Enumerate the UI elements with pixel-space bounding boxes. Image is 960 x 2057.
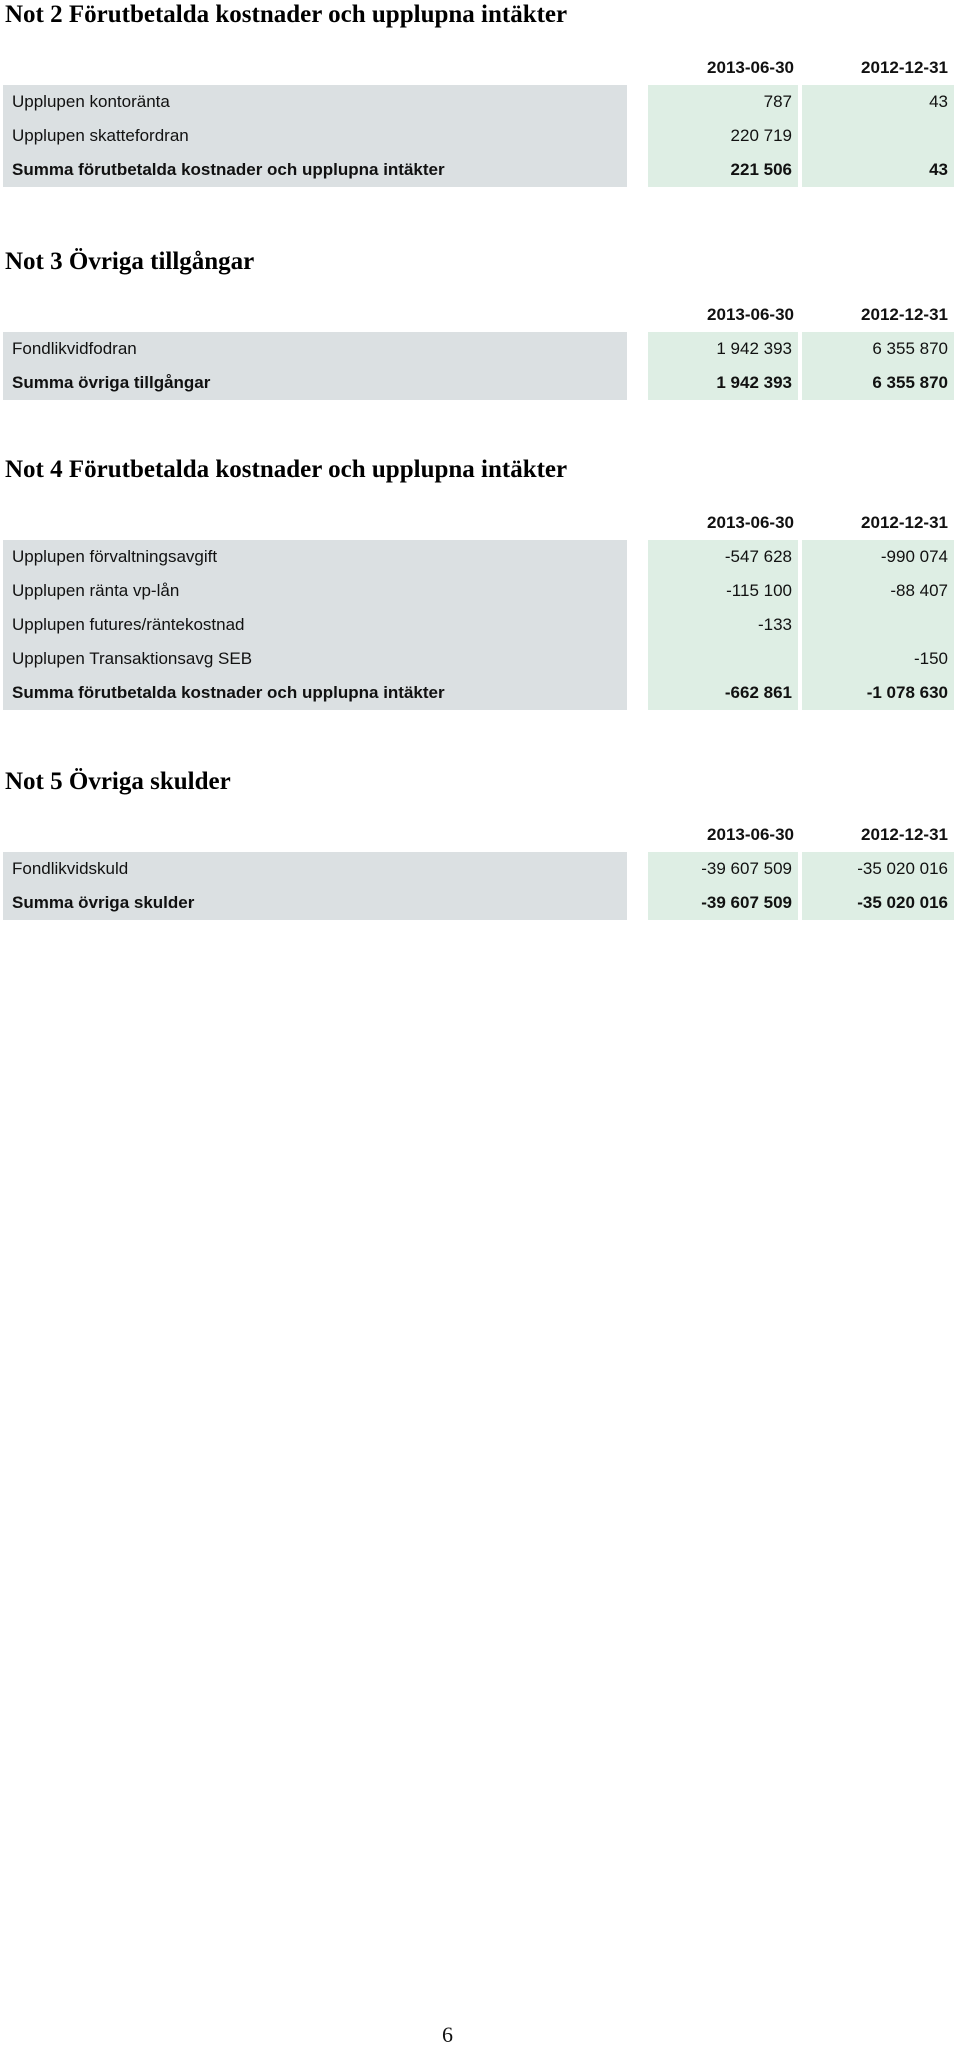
column-header-date-1: 2013-06-30 — [707, 305, 794, 324]
column-header — [0, 506, 960, 540]
row-value-2013: 1 942 393 — [648, 366, 798, 400]
row-value-2013: -39 607 509 — [648, 886, 798, 920]
note-2 — [0, 0, 960, 187]
row-label: Upplupen förvaltningsavgift — [3, 540, 627, 574]
row-label: Upplupen kontoränta — [3, 85, 627, 119]
row-label: Fondlikvidfodran — [3, 332, 627, 366]
note-4 — [0, 455, 960, 710]
table-row — [0, 608, 960, 642]
row-label: Upplupen Transaktionsavg SEB — [3, 642, 627, 676]
row-value-2013 — [648, 642, 798, 676]
column-header — [0, 818, 960, 852]
column-header-date-2: 2012-12-31 — [861, 305, 948, 324]
row-label: Summa övriga tillgångar — [3, 366, 627, 400]
table-row — [0, 574, 960, 608]
row-value-2013: -133 — [648, 608, 798, 642]
note-title: Not 5 Övriga skulder — [5, 768, 231, 795]
row-value-2012 — [802, 608, 954, 642]
row-label: Summa förutbetalda kostnader och upplupna intäkter — [3, 153, 627, 187]
row-label: Fondlikvidskuld — [3, 852, 627, 886]
row-value-2013: -662 861 — [648, 676, 798, 710]
table-row — [0, 332, 960, 366]
column-header-date-2: 2012-12-31 — [861, 513, 948, 532]
row-label: Upplupen ränta vp-lån — [3, 574, 627, 608]
row-value-2012: 43 — [802, 153, 954, 187]
row-value-2012: -1 078 630 — [802, 676, 954, 710]
row-value-2013: -547 628 — [648, 540, 798, 574]
row-value-2012 — [802, 119, 954, 153]
note-3 — [0, 247, 960, 400]
column-header-date-1: 2013-06-30 — [707, 58, 794, 77]
row-value-2012: 43 — [802, 85, 954, 119]
note-title: Not 3 Övriga tillgångar — [5, 248, 255, 275]
column-header — [0, 51, 960, 85]
row-label: Upplupen futures/räntekostnad — [3, 608, 627, 642]
column-header-date-2: 2012-12-31 — [861, 58, 948, 77]
row-label: Summa övriga skulder — [3, 886, 627, 920]
row-value-2013: 1 942 393 — [648, 332, 798, 366]
row-value-2012: 6 355 870 — [802, 332, 954, 366]
column-header-date-1: 2013-06-30 — [707, 825, 794, 844]
note-5 — [0, 767, 960, 920]
row-value-2012: -35 020 016 — [802, 852, 954, 886]
row-label: Upplupen skattefordran — [3, 119, 627, 153]
column-header-date-1: 2013-06-30 — [707, 513, 794, 532]
table-row — [0, 852, 960, 886]
row-value-2012: -35 020 016 — [802, 886, 954, 920]
row-value-2012: -150 — [802, 642, 954, 676]
row-value-2012: 6 355 870 — [802, 366, 954, 400]
row-value-2013: -115 100 — [648, 574, 798, 608]
table-row — [0, 119, 960, 153]
row-value-2012: -990 074 — [802, 540, 954, 574]
row-value-2013: 787 — [648, 85, 798, 119]
page-number: 6 — [442, 2022, 453, 2047]
row-value-2012: -88 407 — [802, 574, 954, 608]
note-title: Not 2 Förutbetalda kostnader och upplupna intäkter — [5, 1, 568, 28]
sum-row — [0, 153, 960, 187]
row-value-2013: 221 506 — [648, 153, 798, 187]
row-value-2013: -39 607 509 — [648, 852, 798, 886]
table-row — [0, 85, 960, 119]
sum-row — [0, 366, 960, 400]
column-header-date-2: 2012-12-31 — [861, 825, 948, 844]
sum-row — [0, 676, 960, 710]
column-header — [0, 298, 960, 332]
row-label: Summa förutbetalda kostnader och upplupna intäkter — [3, 676, 627, 710]
table-row — [0, 540, 960, 574]
table-row — [0, 642, 960, 676]
note-title: Not 4 Förutbetalda kostnader och upplupna intäkter — [5, 456, 568, 483]
sum-row — [0, 886, 960, 920]
row-value-2013: 220 719 — [648, 119, 798, 153]
